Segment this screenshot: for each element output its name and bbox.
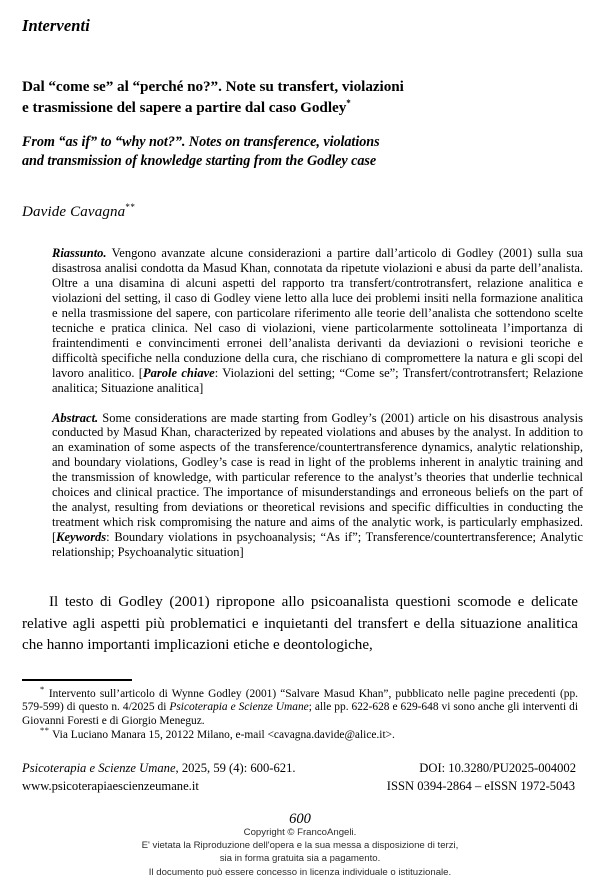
title-footnote-marker: * [346, 97, 352, 108]
footnote-2 [22, 724, 578, 743]
journal-imprint [22, 760, 578, 795]
footnotes-block [22, 684, 578, 742]
footnote-1-journal-name: Psicoterapia e Scienze Umane [169, 701, 309, 714]
author-byline [22, 204, 578, 221]
title-italian-line2: e trasmissione del sapere a partire dal caso Godley [22, 99, 347, 116]
abstract-italian-body: Vengono avanzate alcune considerazioni a partire dall’articolo di Godley (2001) sulla sua disastrosa analisi condotta da Masud Khan, connotata da ripetute violazioni e abusi da parte dell’analista. Oltre a una disamina di alcuni aspetti del rapporto tra transfert/controtransfert, relazione analitica e violazioni del setting, il caso di Godley viene letto alla luce dei problemi insiti nella formazione analitica e nella trasmissione del sapere, con particolare riferimento alle teorie dell’analista che sottendono scelte tecniche e pratica clinica. Nel caso di violazioni, viene particolarmente sottolineata l’importanza di fraintendimenti e convincimenti erronei dell’analista derivanti da deviazioni o revisioni teoriche e difficoltà specifiche nella conduzione della cura, che rischiano di compromettere la natura e gli scopi del lavoro analitico. [ [52, 246, 583, 380]
footnote-1-text-part2: ; alle pp. 622-628 e 629-648 vi sono anche gli interventi di Giovanni Foresti e di Giorgio Meneguz. [22, 701, 578, 728]
footnote-2-marker: ** [40, 724, 50, 735]
copyright-line-4: Il documento può essere concesso in licenza individuale o istituzionale. [148, 866, 452, 878]
section-label: Interventi [22, 16, 90, 35]
abstract-english-keywords: : Boundary violations in psychoanalysis; “As if”; Transference/countertransference; Analytic relationship; Psychoanalytic situation] [52, 530, 583, 560]
abstract-english-keywords-label: Keywords [56, 530, 107, 545]
copyright-line-1: Copyright © FrancoAngeli. [243, 827, 357, 838]
page-content [22, 0, 583, 828]
footnote-1 [22, 684, 578, 729]
footnote-1-text-part1: Intervento sull’articolo di Wynne Godley (2001) “Salvare Masud Khan”, pubblicato nelle pagine precedenti (pp. 579-599) di questo n. 4/2025 di [22, 687, 578, 714]
copyright-line-2: E' vietata la Riproduzione dell'opera e la sua messa a disposizione di terzi, [141, 840, 459, 852]
imprint-issn: ISSN 0394-2864 – eISSN 1972-5043 [386, 778, 575, 793]
imprint-row-website [22, 778, 578, 796]
article-title-italian [22, 76, 578, 118]
imprint-citation-detail: , 2025, 59 (4): 600-621. [175, 761, 296, 776]
footnote-separator-rule [22, 679, 132, 681]
imprint-doi: DOI: 10.3280/PU2025-004002 [419, 761, 576, 776]
copyright-line-3: sia in forma gratuita sia a pagamento. [219, 853, 381, 865]
footnote-1-marker: * [40, 684, 45, 695]
copyright-notice [0, 826, 600, 879]
abstract-italian [52, 246, 583, 396]
abstract-italian-label: Riassunto. [52, 246, 107, 260]
imprint-row-citation [22, 760, 578, 778]
title-english-line1: From “as if” to “why not?”. Notes on transference, violations [22, 134, 380, 150]
imprint-journal-name: Psicoterapia e Scienze Umane [22, 761, 176, 776]
abstract-italian-keywords: : Violazioni del setting; “Come se”; Transfert/controtransfert; Relazione analitica; Situazione analitica] [52, 365, 583, 395]
article-title-english [22, 133, 578, 171]
author-footnote-marker: ** [125, 202, 136, 212]
imprint-citation [22, 760, 296, 778]
abstract-english-body: Some considerations are made starting from Godley’s (2001) article on his disastrous analysis conducted by Masud Khan, characterized by repeated violations and abuses by the analyst. In addition to an examination of some aspects of the transference/countertransference dynamics, analytic relationship, and boundary violations, Godley’s case is read in light of the problems inherent in analytic training and the transmission of knowledge, with particular reference to the analyst’s theories that underlie technical choices and clinical practice. The importance of misunderstandings and erroneous beliefs on the part of the analyst, resulting from deviations or theoretical revisions and specific difficulties in conducting the treatment which risk compromising the nature and aims of the analytic work, is particularly emphasized. [ [52, 410, 583, 545]
abstract-english-label: Abstract. [52, 410, 99, 425]
imprint-website[interactable]: www.psicoterapiaescienzeumane.it [22, 778, 199, 793]
title-italian-line1: Dal “come se” al “perché no?”. Note su transfert, violazioni [22, 78, 404, 95]
page-number: 600 [289, 811, 311, 828]
footnote-2-text: Via Luciano Manara 15, 20122 Milano, e-mail <cavagna.davide@alice.it>. [49, 728, 395, 741]
body-paragraph: Il testo di Godley (2001) ripropone allo psicoanalista questioni scomode e delicate relative agli aspetti più problematici e inquietanti del transfert e della situazione analitica che hanno importanti implicazioni etiche e deontologiche, [22, 594, 578, 654]
author-name: Davide Cavagna [22, 204, 126, 220]
abstract-english [52, 411, 583, 561]
abstract-italian-keywords-label: Parole chiave [142, 365, 215, 380]
title-english-line2: and transmission of knowledge starting from the Godley case [22, 153, 377, 169]
